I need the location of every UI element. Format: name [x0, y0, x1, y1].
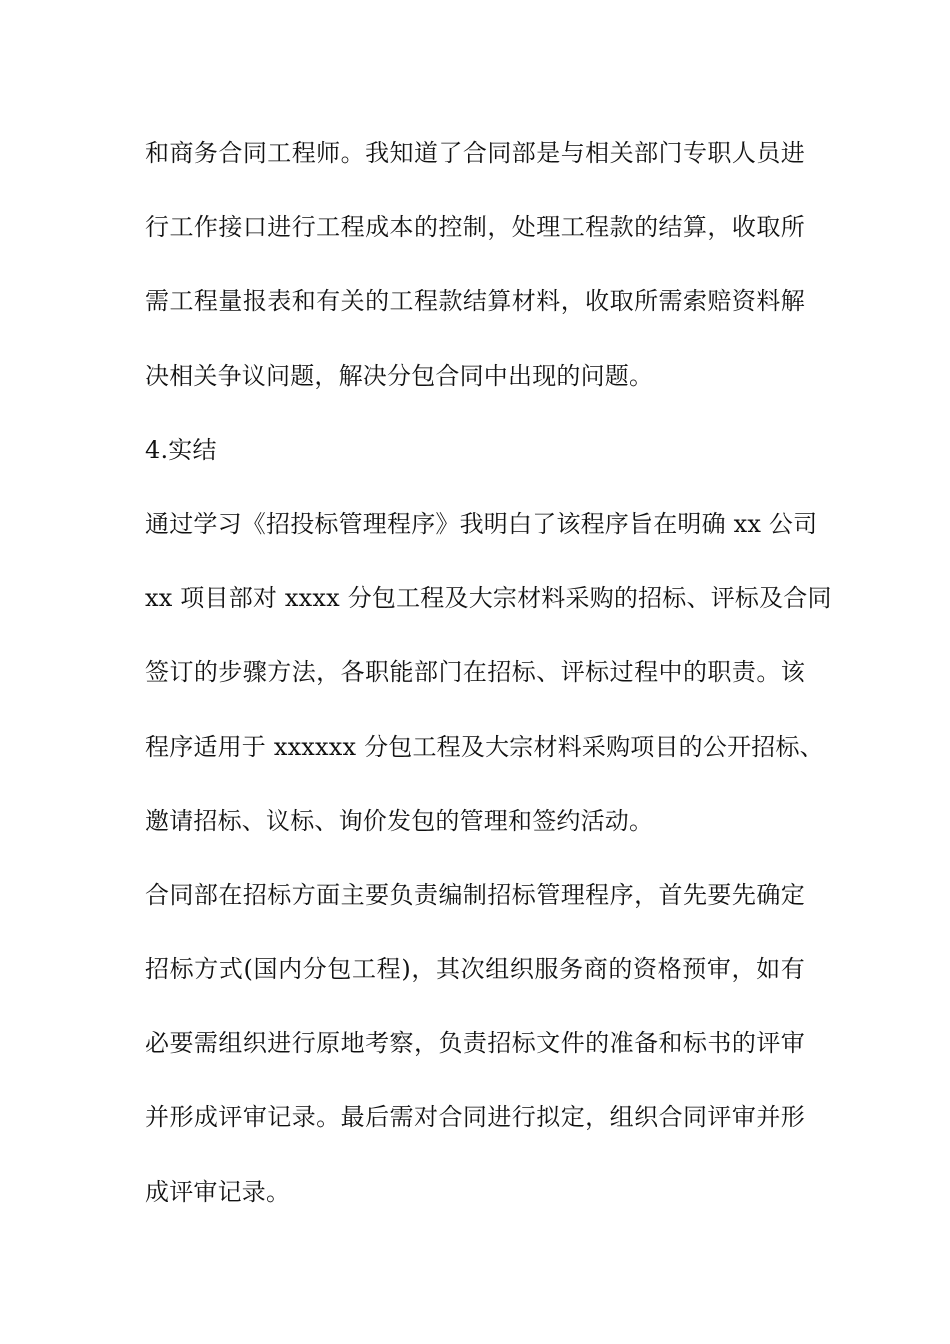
text-line: 通过学习《招投标管理程序》我明白了该程序旨在明确 xx 公司 — [145, 509, 818, 538]
text-line: 必要需组织进行原地考察，负责招标文件的准备和标书的评审 — [145, 1029, 805, 1058]
text-line: 需工程量报表和有关的工程款结算材料，收取所需索赔资料解 — [145, 287, 805, 316]
text-line: 合同部在招标方面主要负责编制招标管理程序，首先要先确定 — [145, 880, 805, 909]
text-line: 决相关争议问题，解决分包合同中出现的问题。 — [145, 361, 654, 390]
text-line: 招标方式(国内分包工程)，其次组织服务商的资格预审，如有 — [145, 955, 805, 984]
text-line: 并形成评审记录。最后需对合同进行拟定，组织合同评审并形 — [145, 1103, 805, 1132]
text-line: 签订的步骤方法，各职能部门在招标、评标过程中的职责。该 — [145, 658, 805, 687]
text-line: 成评审记录。 — [145, 1177, 291, 1206]
document-body — [145, 128, 832, 1241]
text-line: 程序适用于 xxxxxx 分包工程及大宗材料采购项目的公开招标、 — [145, 732, 824, 761]
text-line: 行工作接口进行工程成本的控制，处理工程款的结算，收取所 — [145, 213, 805, 242]
section-heading: 4.实结 — [145, 435, 217, 464]
text-line: 和商务合同工程师。我知道了合同部是与相关部门专职人员进 — [145, 139, 805, 167]
text-line: xx 项目部对 xxxx 分包工程及大宗材料采购的招标、评标及合同 — [145, 584, 832, 613]
text-line: 邀请招标、议标、询价发包的管理和签约活动。 — [145, 806, 654, 835]
